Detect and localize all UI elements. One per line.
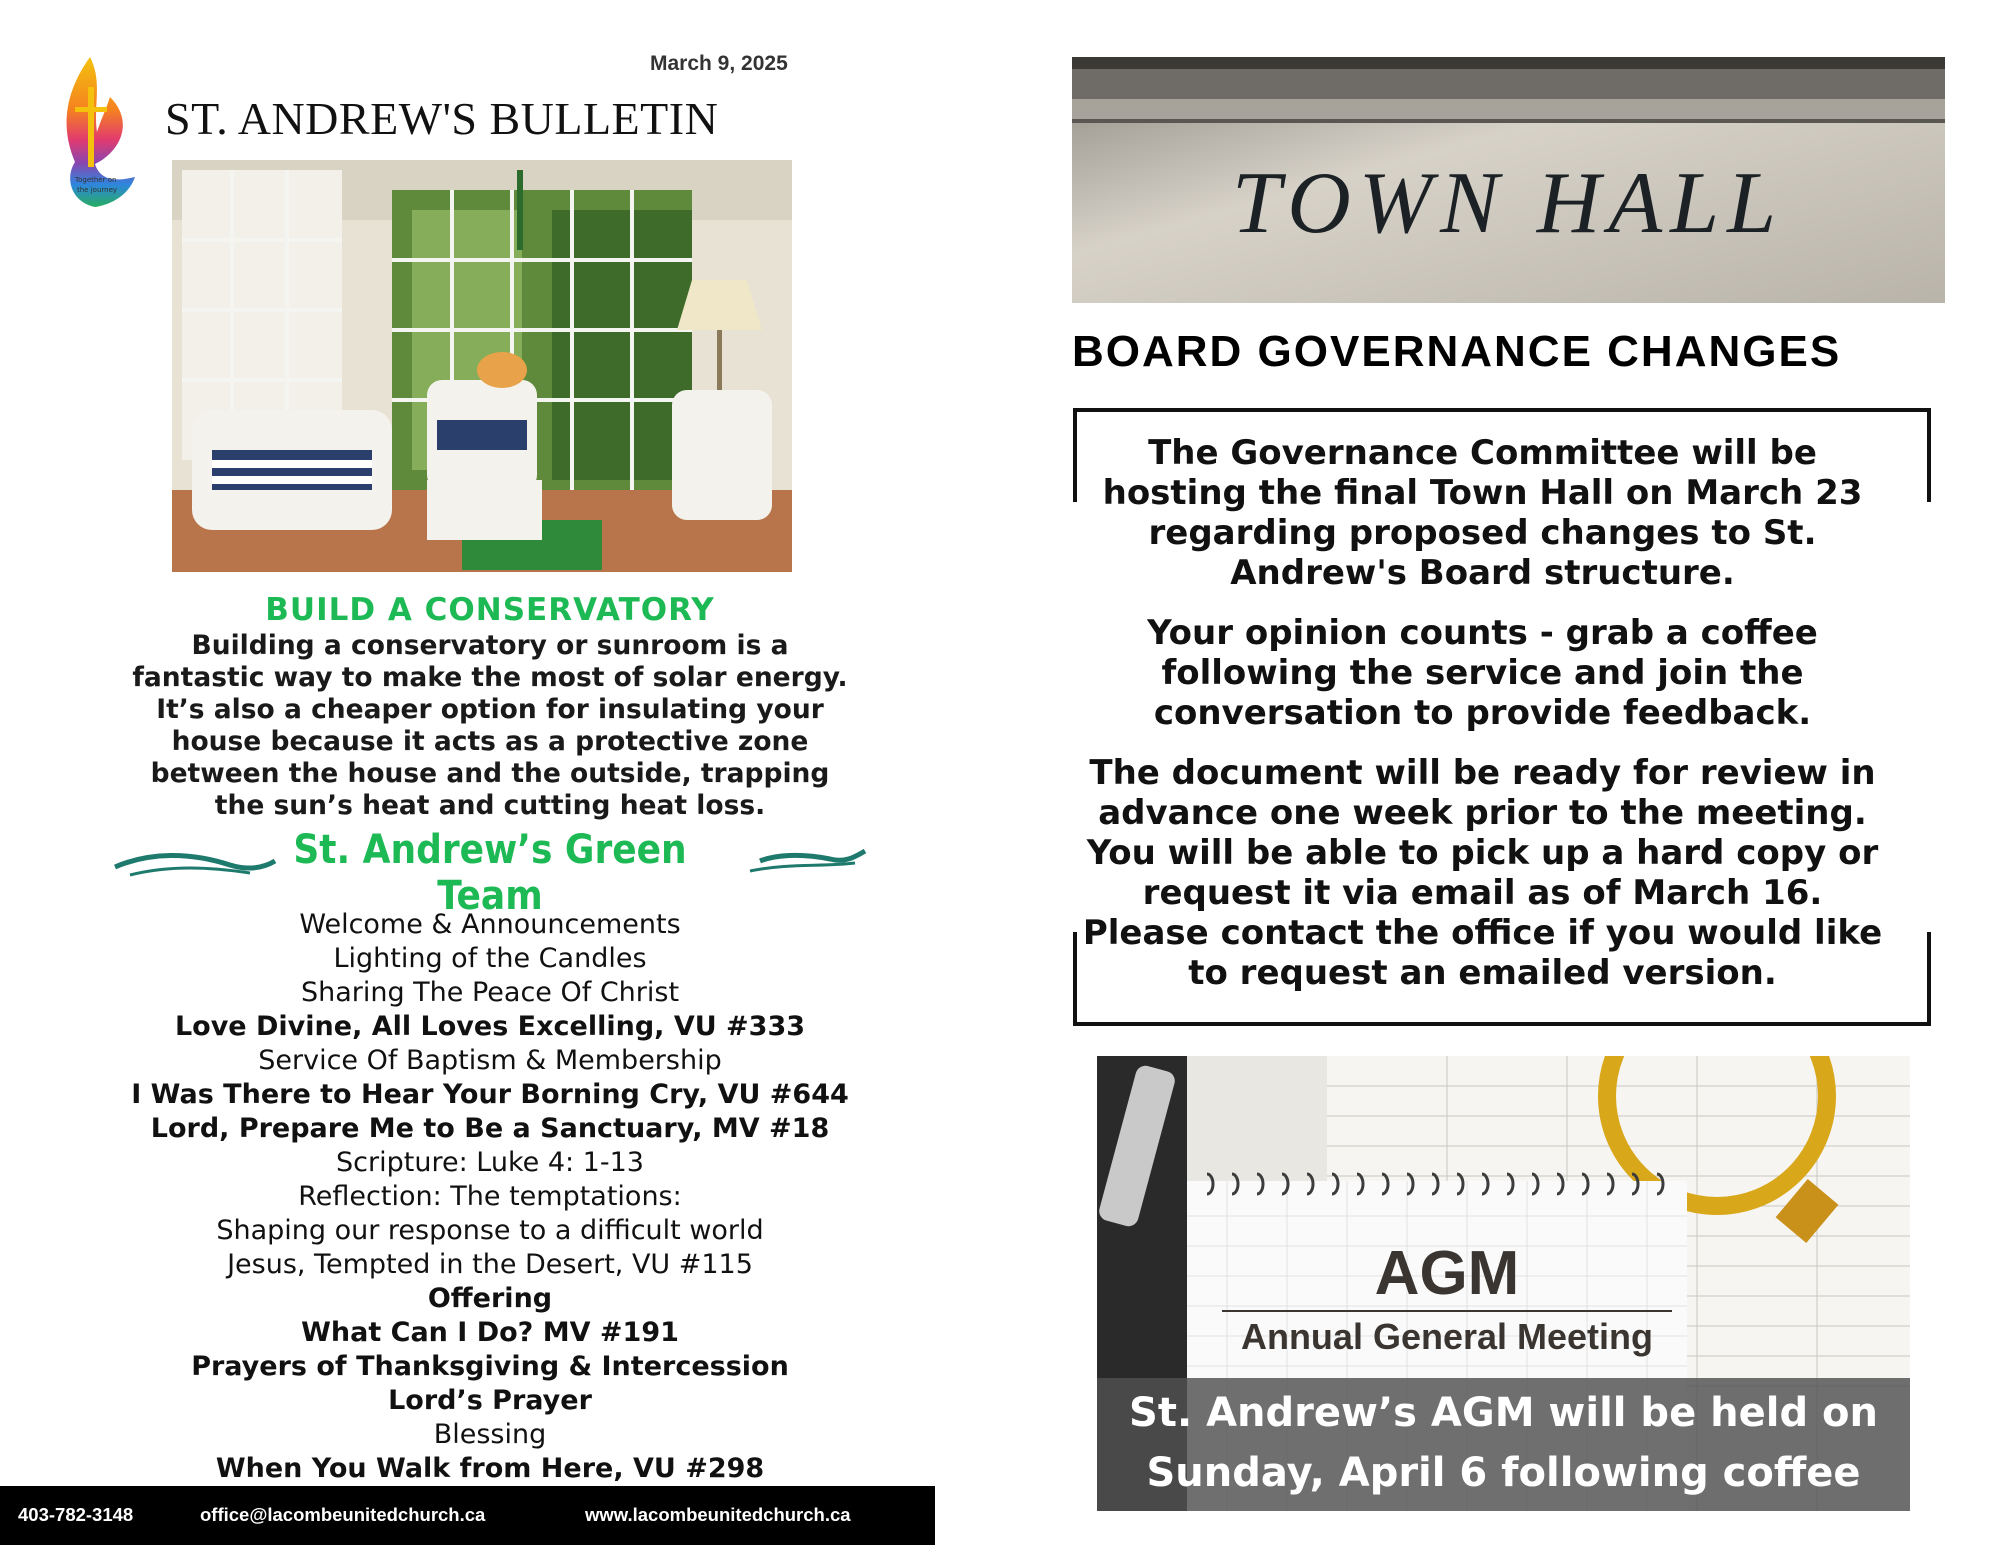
conservatory-photo	[172, 160, 792, 572]
town-hall-photo	[1072, 57, 1945, 303]
order-of-service	[90, 908, 890, 1486]
service-item: Sharing The Peace Of Christ	[300, 977, 680, 1008]
service-item: Offering	[427, 1283, 553, 1314]
service-item: When You Walk from Here, VU #298	[215, 1453, 765, 1484]
svg-text:Together on: Together on	[75, 176, 117, 184]
service-item: Reflection: The temptations:	[298, 1181, 682, 1212]
town-hall-sign: TOWN HALL	[1231, 155, 1785, 252]
service-item: Scripture: Luke 4: 1-13	[336, 1147, 644, 1178]
agm-caption-line-1: St. Andrew’s AGM will be held on	[1129, 1390, 1878, 1436]
service-item: Love Divine, All Loves Excelling, VU #333	[174, 1011, 806, 1042]
footer-phone[interactable]: 403-782-3148	[18, 1504, 134, 1525]
wave-right	[760, 851, 865, 861]
contact-footer	[0, 1486, 935, 1545]
service-item: Lighting of the Candles	[333, 943, 647, 974]
governance-heading: BOARD GOVERNANCE CHANGES	[1072, 327, 1842, 376]
bulletin-title: ST. ANDREW'S BULLETIN	[165, 93, 719, 144]
service-item: Blessing	[433, 1419, 547, 1450]
governance-text	[1080, 433, 1885, 1013]
conservatory-heading: BUILD A CONSERVATORY	[265, 592, 715, 628]
service-item: Jesus, Tempted in the Desert, VU #115	[227, 1249, 753, 1280]
footer-website[interactable]: www.lacombeunitedchurch.ca	[585, 1504, 851, 1525]
service-item: Welcome & Announcements	[299, 909, 681, 940]
governance-paragraph-3: The document will be ready for review in advance one week prior to the meeting. You will be able to pick up a hard copy or request it via email as of March 16. Please contact the office if you would like to request an emailed version.	[1082, 753, 1883, 993]
service-item: What Can I Do? MV #191	[301, 1317, 679, 1348]
bulletin-date: March 9, 2025	[650, 52, 788, 75]
conservatory-body: Building a conservatory or sunroom is a fantastic way to make the most of solar energy. It’s also a cheaper option for insulating your house because it acts as a protective zone between the house and the outside, trapping the sun’s heat and cutting heat loss.	[132, 630, 848, 821]
service-item: Lord’s Prayer	[388, 1385, 592, 1416]
service-item: Service Of Baptism & Membership	[258, 1045, 722, 1076]
service-item: Prayers of Thanksgiving & Intercession	[191, 1351, 789, 1382]
agm-photo-subtitle: Annual General Meeting	[1240, 1316, 1654, 1357]
service-item: Lord, Prepare Me to Be a Sanctuary, MV #18	[150, 1113, 830, 1144]
governance-paragraph-2: Your opinion counts - grab a coffee following the service and join the conversation to provide feedback.	[1147, 613, 1818, 733]
footer-email[interactable]: office@lacombeunitedchurch.ca	[200, 1504, 486, 1525]
agm-caption-line-2: Sunday, April 6 following coffee time	[1146, 1450, 1861, 1556]
green-team-title: St. Andrew’s Green Team	[293, 827, 687, 919]
governance-paragraph-1: The Governance Committee will be hosting the final Town Hall on March 23 regarding proposed changes to St. Andrew's Board structure.	[1102, 433, 1863, 593]
agm-photo-title: AGM	[1374, 1239, 1520, 1308]
service-item: I Was There to Hear Your Borning Cry, VU #644	[131, 1079, 849, 1110]
church-logo	[55, 52, 150, 212]
agm-caption	[1097, 1383, 1910, 1563]
svg-text:the journey: the journey	[77, 186, 118, 194]
service-item: Shaping our response to a difficult world	[216, 1215, 764, 1246]
